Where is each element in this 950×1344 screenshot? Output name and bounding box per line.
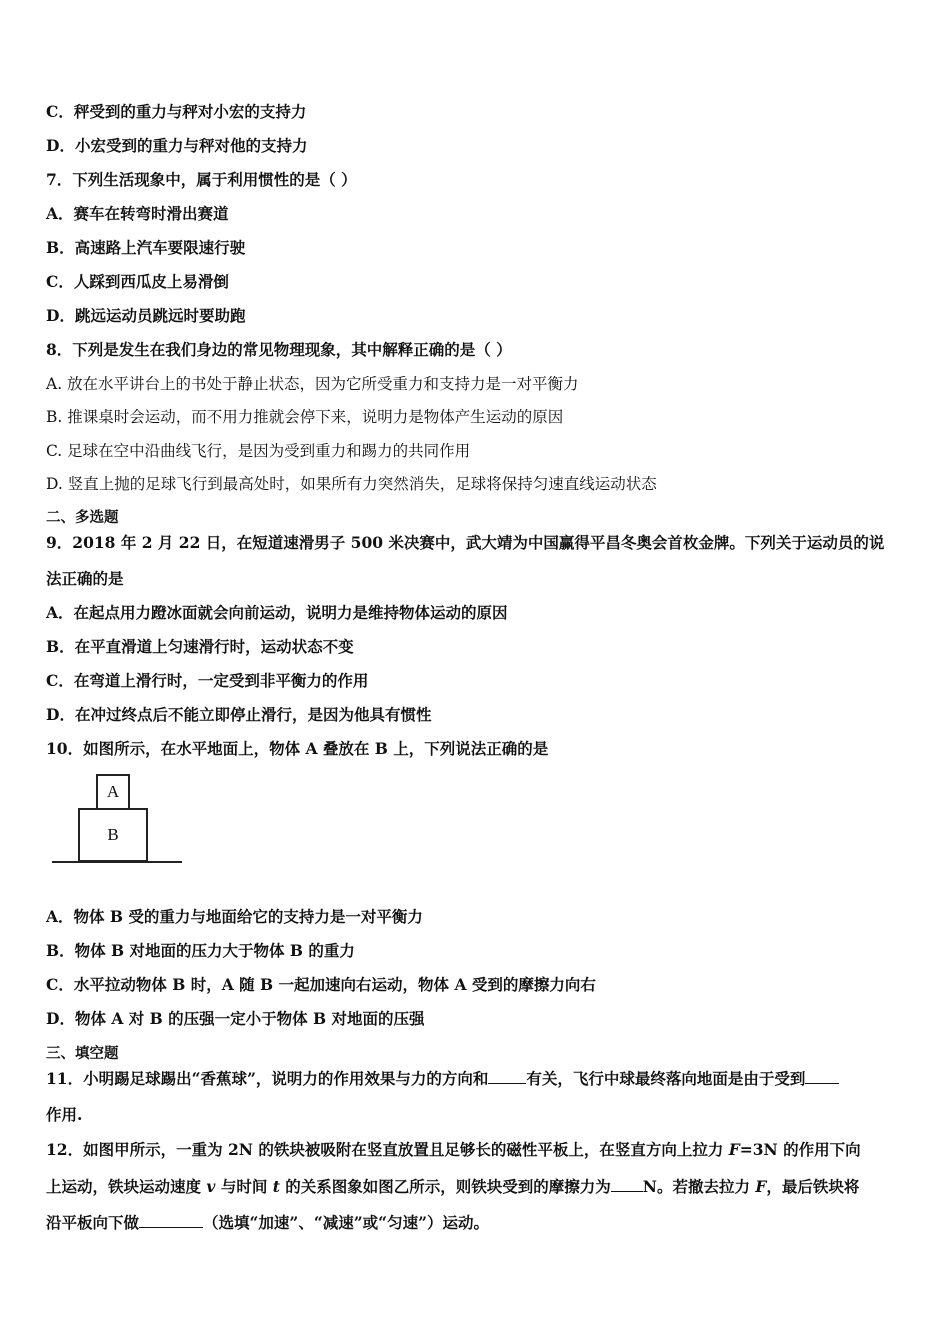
q8-option-d: D. 竖直上抛的足球飞行到最高处时，如果所有力突然消失，足球将保持匀速直线运动状态 <box>46 475 657 493</box>
q11-stem <box>46 1069 839 1089</box>
q10-option-a: A．物体 B 受的重力与地面给它的支持力是一对平衡力 <box>46 907 423 926</box>
q12-text-5: 的关系图象如图乙所示，则铁块受到的摩擦力为 <box>279 1177 611 1196</box>
q9-stem: 9．2018 年 2 月 22 日，在短道速滑男子 500 米决赛中，武大靖为中国赢得平昌冬奥会首枚金牌。下列关于运动员的说 <box>46 533 885 552</box>
q12-text-8: 沿平板向下做 <box>46 1213 140 1232</box>
section-fill-blank: 三、填空题 <box>46 1045 119 1062</box>
q9-stem-cont: 法正确的是 <box>46 569 124 588</box>
q12-text-9: （选填“加速”、“减速”或“匀速”）运动。 <box>203 1213 490 1232</box>
q10-option-b: B．物体 B 对地面的压力大于物体 B 的重力 <box>46 941 355 960</box>
q8-stem: 8．下列是发生在我们身边的常见物理现象，其中解释正确的是（ ） <box>46 340 512 359</box>
q7-option-d: D．跳远运动员跳远时要助跑 <box>46 306 246 325</box>
q12-stem-line3 <box>46 1213 489 1233</box>
q12-blank-1[interactable] <box>611 1177 643 1192</box>
q12-var-t: t <box>272 1177 280 1196</box>
q8-option-a: A. 放在水平讲台上的书处于静止状态，因为它所受重力和支持力是一对平衡力 <box>46 375 579 393</box>
q12-var-f: F <box>728 1140 740 1159</box>
q9-option-c: C．在弯道上滑行时，一定受到非平衡力的作用 <box>46 671 369 690</box>
q12-blank-2[interactable] <box>139 1213 203 1228</box>
q10-option-c: C．水平拉动物体 B 时，A 随 B 一起加速向右运动，物体 A 受到的摩擦力向右 <box>46 975 596 994</box>
ground-line <box>52 861 182 863</box>
q12-text-1: 12．如图甲所示，一重为 2N 的铁块被吸附在竖直放置且足够长的磁性平板上，在竖直方向上拉力 <box>46 1140 729 1159</box>
q7-option-b: B．高速路上汽车要限速行驶 <box>46 238 246 257</box>
block-a: A <box>96 774 130 810</box>
q8-option-b: B. 推课桌时会运动，而不用力推就会停下来，说明力是物体产生运动的原因 <box>46 408 564 426</box>
q7-option-a: A．赛车在转弯时滑出赛道 <box>46 204 229 223</box>
q9-option-b: B．在平直滑道上匀速滑行时，运动状态不变 <box>46 637 354 656</box>
q12-text-2: =3N 的作用下向 <box>739 1140 861 1159</box>
q12-var-v: v <box>206 1177 216 1196</box>
q12-text-6: N。若撤去拉力 <box>642 1177 756 1196</box>
q11-stem-cont: 作用. <box>46 1105 83 1124</box>
q11-blank-1[interactable] <box>488 1069 526 1084</box>
q12-var-f2: F <box>755 1177 767 1196</box>
q10-option-d: D．物体 A 对 B 的压强一定小于物体 B 对地面的压强 <box>46 1009 425 1028</box>
q9-option-a: A．在起点用力蹬冰面就会向前运动，说明力是维持物体运动的原因 <box>46 603 508 622</box>
stacked-blocks-figure <box>52 774 184 870</box>
q11-text-1: 11．小明踢足球踢出“香蕉球”，说明力的作用效果与力的方向和 <box>46 1069 489 1088</box>
q12-text-4: 与时间 <box>215 1177 273 1196</box>
q10-stem: 10．如图所示，在水平地面上，物体 A 叠放在 B 上，下列说法正确的是 <box>46 739 549 758</box>
q12-stem-line2 <box>46 1177 859 1197</box>
q7-option-c: C．人踩到西瓜皮上易滑倒 <box>46 272 229 291</box>
q12-text-3: 上运动，铁块运动速度 <box>46 1177 207 1196</box>
q11-text-2: 有关，飞行中球最终落向地面是由于受到 <box>526 1069 806 1088</box>
q11-blank-2[interactable] <box>805 1069 839 1084</box>
q8-option-c: C. 足球在空中沿曲线飞行，是因为受到重力和踢力的共同作用 <box>46 442 471 460</box>
q6-option-d: D．小宏受到的重力与秤对他的支持力 <box>46 136 308 155</box>
block-b: B <box>78 808 148 862</box>
q12-text-7: ，最后铁块将 <box>766 1177 860 1196</box>
q7-stem: 7．下列生活现象中，属于利用惯性的是（ ） <box>46 170 357 189</box>
section-multi-choice: 二、多选题 <box>46 509 119 526</box>
q12-stem <box>46 1140 861 1160</box>
q9-option-d: D．在冲过终点后不能立即停止滑行，是因为他具有惯性 <box>46 705 432 724</box>
q6-option-c: C．秤受到的重力与秤对小宏的支持力 <box>46 102 307 121</box>
